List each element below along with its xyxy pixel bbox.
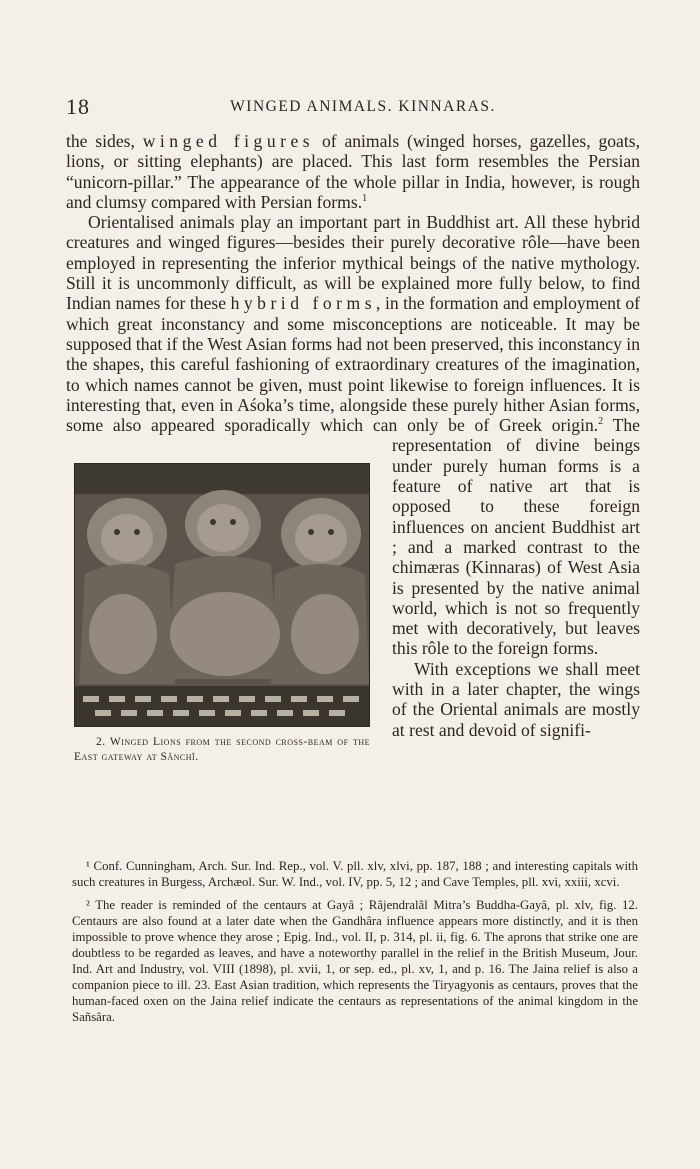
spaced-phrase: winged figures — [142, 131, 315, 151]
winged-lions-relief-image — [75, 464, 369, 726]
footnote-1: ¹ Conf. Cunningham, Arch. Sur. Ind. Rep., vol. V. pll. xlv, xlvi, pp. 187, 188 ; and interesting capitals with such creatures in Burgess, Archæol. Sur. W. Ind., vol. IV, pp. 5, 12 ; and Cave Temples, pll. xvi, xxiii, xcvi. — [72, 859, 638, 889]
relief-photograph — [74, 463, 370, 727]
paragraph-2: Orientalised animals play an important part in Buddhist art. All these hybrid creatures and winged figures—besides their purely decorative rôle—have been employed in representing the inferior mythical beings of the native mythology. Still it is uncommonly difficult, as will be explained more fully below, to find Indian names for these hybrid forms, in the formation and employment of which great inconstancy and some misconceptions are noticeable. It may be supposed that if the West Asian forms had not been preserved, this inconstancy in the shapes, this careful fashioning of extraordinary creatures of the imagination, to which names cannot be given, must point likewise to foreign influences. It is interesting that, even in Aśoka’s time, alongside these purely hither Asian forms, some also appeared sporadically which can only be of Greek origin.$^2$ 2. Winged Lions from the second cross-beam of the East gateway at Sânchî. The representation of divine beings under purely human forms is a feature of native art that is opposed to these foreign influences on ancient Buddhist art ; and a marked contrast to the chimæras (Kinnaras) of West Asia is presented by the native animal world, which is not so frequently met with decoratively, but leaves this rôle to the foreign forms. — [66, 212, 640, 764]
page-header — [66, 94, 642, 124]
footnotes — [72, 858, 638, 1032]
spaced-phrase: hybrid forms — [230, 293, 377, 314]
paragraph-3: With exceptions we shall meet with in a later chapter, the wings of the Oriental animals are mostly at rest and devoid of signifi- — [392, 658, 640, 740]
running-title: WINGED ANIMALS. KINNARAS. — [230, 98, 496, 115]
footnote-2: ² The reader is reminded of the centaurs at Gayâ ; Râjendralâl Mitra’s Buddha-Gayâ, pl. xlv, fig. 12. Centaurs are also found at a later date when the Gandhâra influence appears more distinctly, and it is then impossible to prove whence they arose ; Epig. Ind., vol. II, p. 314, pl. ii, fig. 6. The aprons that strike one are doubtless to be regarded as leaves, and have a noteworthy parallel in the relief in the British Museum, Jour. Ind. Art and Industry, vol. VIII (1898), pl. xvii, 1, or sep. ed., pl. xv, 1, and p. 16. The Jaina relief is also a companion piece to ill. 23. East Asian tradition, which represents the Tiryagyonis as centaurs, proves that the human-faced oxen on the Jaina relief indicate the centaurs as representations of the animal kingdom in the Sañsâra. — [72, 898, 638, 1024]
page-number: 18 — [66, 94, 90, 119]
paragraph-1: the sides, winged figures of animals (winged horses, gazelles, goats, lions, or sitting elephants) are placed. This last form resembles the Persian “unicorn-pillar.” The appearance of the whole pillar in India, however, is rough and clumsy compared with Persian forms.$^1$ — [66, 131, 640, 212]
figure-caption — [74, 735, 370, 765]
footnote-ref-1: 1 — [362, 193, 368, 205]
figure-winged-lions — [74, 463, 376, 765]
footnote-ref-2: 2 — [598, 416, 604, 428]
main-text — [66, 131, 640, 769]
caption-number: 2. — [96, 736, 106, 749]
caption-text: Winged Lions from the second cross-beam of the East gateway at Sânchî. — [74, 736, 370, 764]
